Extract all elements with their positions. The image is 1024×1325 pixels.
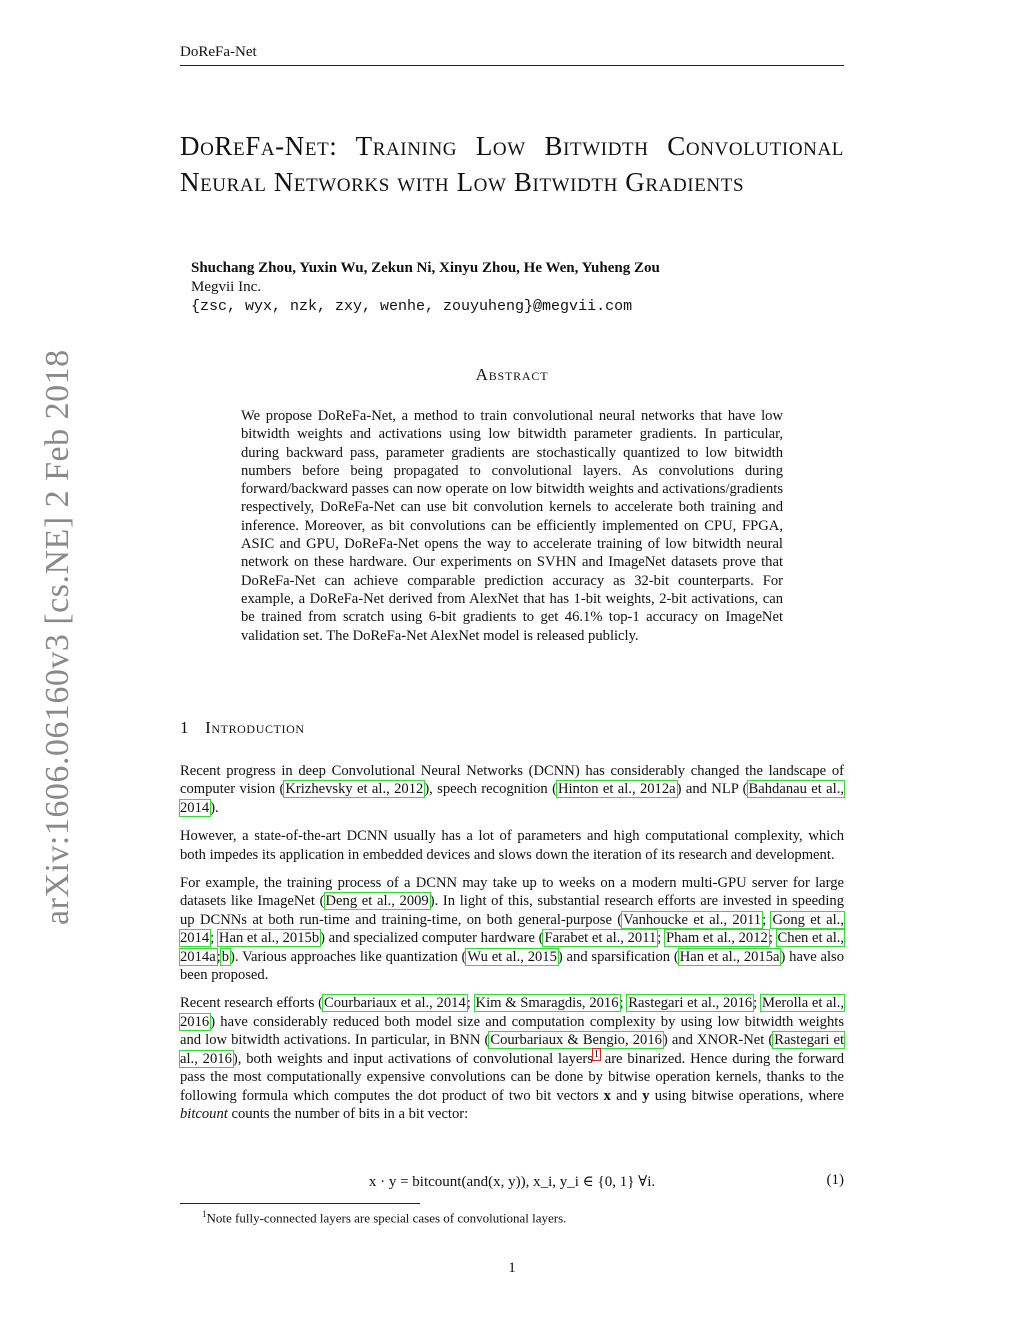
abstract-heading: Abstract	[475, 365, 549, 384]
author-emails: {zsc, wyx, nzk, zxy, wenhe, zouyuheng}@megvii.com	[191, 298, 633, 315]
citation-link[interactable]: Kim & Smaragdis, 2016	[475, 995, 619, 1012]
section-body	[180, 762, 844, 1133]
footnote-mark: 1	[202, 1209, 207, 1219]
affiliation: Megvii Inc.	[191, 279, 261, 295]
citation-link[interactable]: Merolla et al., 2016	[180, 995, 845, 1030]
citation-link[interactable]: Krizhevsky et al., 2012	[285, 781, 424, 798]
paper-title: DoReFa-Net: Training Low Bitwidth Convolutional Neural Networks with Low Bitwidth Gradients	[180, 131, 844, 197]
citation-link[interactable]: Deng et al., 2009	[325, 893, 429, 910]
citation-link[interactable]: Han et al., 2015b	[218, 930, 320, 947]
section-heading	[180, 718, 305, 738]
citation-link[interactable]: Hinton et al., 2012a	[557, 781, 676, 798]
footnote-rule	[180, 1203, 420, 1204]
citation-link[interactable]: Farabet et al., 2011	[544, 930, 657, 947]
abstract-body: We propose DoReFa-Net, a method to train convolutional neural networks that have low bitwidth weights and activations using low bitwidth parameter gradients. In particular, during backward pass, parameter gradients are stochastically quantized to low bitwidth numbers before being propagated to convolutional layers. As convolutions during forward/backward passes can now operate on low bitwidth weights and activations/gradients respectively, DoReFa-Net can use bit convolution kernels to accelerate both training and inference. Moreover, as bit convolutions can be efficiently implemented on CPU, FPGA, ASIC and GPU, DoReFa-Net opens the way to accelerate training of low bitwidth neural network on these hardware. Our experiments on SVHN and ImageNet datasets prove that DoReFa-Net can achieve comparable prediction accuracy as 32-bit counterparts. For example, a DoReFa-Net derived from AlexNet that has 1-bit weights, 2-bit activations, can be trained from scratch using 6-bit gradients to get 46.1% top-1 accuracy on ImageNet validation set. The DoReFa-Net AlexNet model is released publicly.	[241, 408, 783, 644]
equation-body: x · y = bitcount(and(x, y)), x_i, y_i ∈ {0, 1} ∀i.	[368, 1174, 656, 1190]
footnote	[202, 1209, 566, 1226]
paragraph-2: However, a state-of-the-art DCNN usually has a lot of parameters and high computational complexity, which both impedes its application in embedded devices and slows down the iteration of its research and development.	[180, 828, 844, 863]
equation-number: (1)	[826, 1172, 844, 1188]
section-number: 1	[180, 718, 190, 737]
running-header: DoReFa-Net	[180, 44, 257, 60]
citation-link[interactable]: Rastegari et al., 2016	[180, 1032, 844, 1067]
page-number: 1	[508, 1260, 516, 1276]
citation-link[interactable]: Courbariaux et al., 2014	[324, 995, 466, 1012]
citation-link[interactable]: Rastegari et al., 2016	[628, 995, 753, 1012]
footnote-text: Note fully-connected layers are special cases of convolutional layers.	[206, 1210, 567, 1226]
author-list: Shuchang Zhou, Yuxin Wu, Zekun Ni, Xinyu Zhou, He Wen, Yuheng Zou	[191, 260, 660, 276]
citation-link[interactable]: Chen et al., 2014a	[180, 930, 845, 965]
citation-link[interactable]: Wu et al., 2015	[467, 948, 557, 965]
arxiv-identifier: arXiv:1606.06160v3 [cs.NE] 2 Feb 2018	[39, 349, 76, 925]
citation-link[interactable]: Gong et al., 2014	[180, 911, 844, 947]
paragraph-1: Recent progress in deep Convolutional Neural Networks (DCNN) has considerably changed the landscape of computer vision (Krizhevsky et al., 2012), speech recognition (Hinton et al., 2012a) and NLP (Bahdanau et al., 2014).	[180, 763, 844, 816]
citation-link[interactable]: Vanhoucke et al., 2011	[623, 911, 762, 928]
citation-link[interactable]: Han et al., 2015a	[679, 948, 780, 965]
header-rule	[180, 65, 844, 66]
citation-link[interactable]: Pham et al., 2012	[666, 930, 768, 947]
equation-1	[180, 1172, 844, 1192]
section-title: Introduction	[205, 718, 305, 737]
paragraph-3: For example, the training process of a DCNN may take up to weeks on a modern multi-GPU server for large datasets like ImageNet (Deng et al., 2009). In light of this, substantial research efforts are invested in speeding up DCNNs at both run-time and training-time, on both general-purpose (Vanhoucke et al., 2011; Gong et al., 2014; Han et al., 2015b) and specialized computer hardware (Farabet et al., 2011; Pham et al., 2012; Chen et al., 2014a;b). Various approaches like quantization (Wu et al., 2015) and sparsification (Han et al., 2015a) have also been proposed.	[180, 875, 845, 984]
citation-link[interactable]: Bahdanau et al., 2014	[180, 781, 844, 816]
paragraph-4: Recent research efforts (Courbariaux et al., 2014; Kim & Smaragdis, 2016; Rastegari et al., 2016; Merolla et al., 2016) have considerably reduced both model size and computation complexity by using low bitwidth weights and low bitwidth activations. In particular, in BNN (Courbariaux & Bengio, 2016) and XNOR-Net (Rastegari et al., 2016), both weights and input activations of convolutional layers$^1$ are binarized. Hence during the forward pass the most computationally expensive convolutions can be done by bitwise operation kernels, thanks to the following formula which computes the dot product of two bit vectors x and y using bitwise operations, where bitcount counts the number of bits in a bit vector:	[180, 995, 845, 1122]
footnote-link[interactable]: 1	[593, 1048, 599, 1060]
citation-link[interactable]: Courbariaux & Bengio, 2016	[490, 1032, 662, 1049]
citation-link[interactable]: b	[221, 948, 230, 965]
